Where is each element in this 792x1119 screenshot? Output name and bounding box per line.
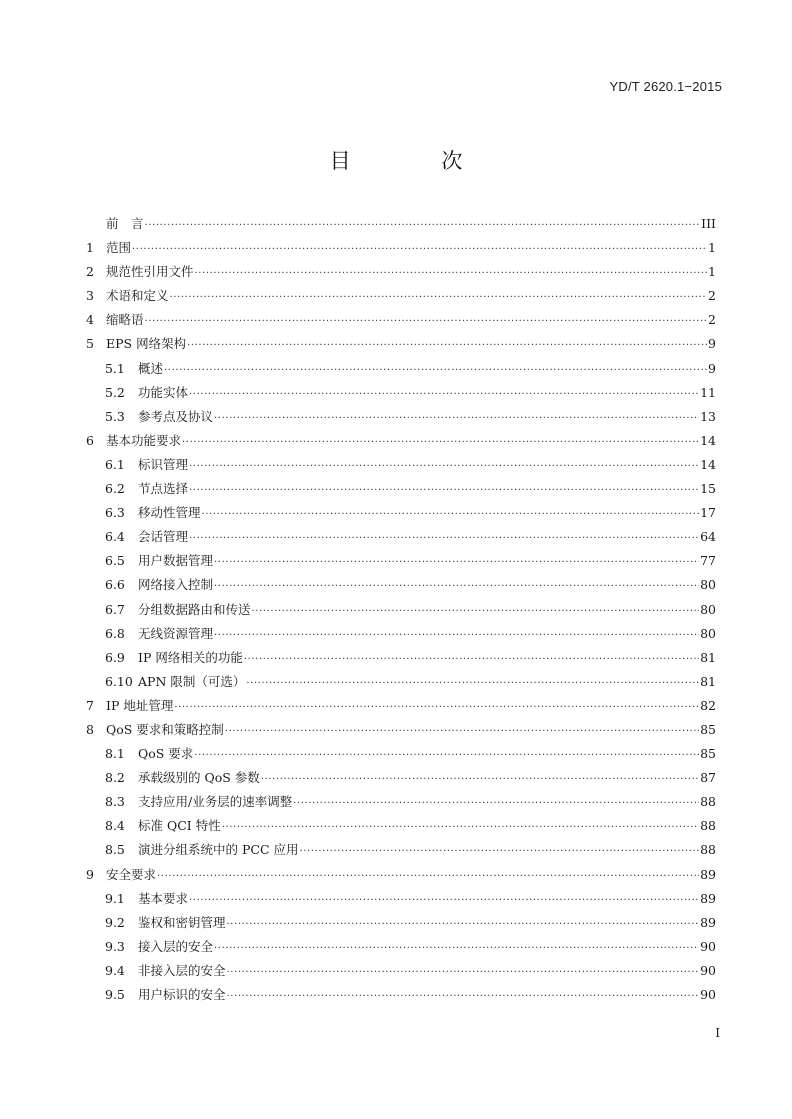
toc-entry[interactable]	[86, 959, 716, 983]
toc-entry-page: 85	[700, 721, 716, 737]
toc-entry-page: 80	[700, 577, 716, 593]
toc-entry-page: 90	[700, 938, 716, 954]
toc-entry[interactable]	[86, 405, 716, 429]
toc-dot-leader	[189, 527, 699, 551]
toc-entry[interactable]	[86, 284, 716, 308]
toc-entry-number: 6.7	[105, 601, 125, 617]
toc-entry-number: 1	[86, 240, 94, 256]
toc-entry-label: IP 地址管理	[106, 697, 174, 713]
toc-entry-label: 鉴权和密钥管理	[138, 914, 226, 930]
toc-entry-page: 14	[700, 432, 716, 448]
toc-entry-number: 2	[86, 264, 94, 280]
toc-entry-page: 80	[700, 625, 716, 641]
toc-dot-leader	[170, 286, 708, 310]
toc-entry[interactable]	[86, 718, 716, 742]
toc-entry-number: 5.1	[105, 360, 125, 376]
toc-entry[interactable]	[86, 790, 716, 814]
toc-entry-label: 承载级别的 QoS 参数	[138, 770, 260, 786]
toc-entry-label: 参考点及协议	[138, 408, 214, 424]
toc-entry-label: APN 限制（可选）	[138, 673, 246, 689]
toc-entry-label: 无线资源管理	[138, 625, 214, 641]
toc-entry[interactable]	[86, 501, 716, 525]
toc-entry[interactable]	[86, 381, 716, 405]
toc-entry[interactable]	[86, 598, 716, 622]
toc-dot-leader	[261, 768, 699, 792]
toc-entry-label: 网络接入控制	[138, 577, 214, 593]
toc-entry[interactable]	[86, 622, 716, 646]
toc-dot-leader	[189, 889, 699, 913]
toc-entry-label: 前 言	[106, 216, 144, 231]
toc-dot-leader	[189, 455, 699, 479]
toc-entry[interactable]	[86, 814, 716, 838]
toc-entry-page: 81	[700, 649, 716, 665]
toc-dot-leader	[244, 648, 699, 672]
toc-entry[interactable]	[86, 766, 716, 790]
toc-dot-leader	[300, 840, 700, 864]
toc-entry-page: 80	[700, 601, 716, 617]
toc-entry[interactable]	[86, 911, 716, 935]
toc-dot-leader	[187, 334, 707, 358]
toc-entry-number: 4	[86, 312, 94, 328]
toc-entry[interactable]	[86, 573, 716, 597]
toc-entry-number: 9.2	[105, 914, 125, 930]
toc-entry-number: 8.3	[105, 794, 125, 810]
toc-entry-label: 标识管理	[138, 456, 189, 472]
toc-entry-page: 90	[700, 987, 716, 1002]
toc-entry-label: IP 网络相关的功能	[138, 649, 243, 665]
toc-entry[interactable]	[86, 887, 716, 911]
toc-dot-leader	[194, 744, 699, 768]
toc-entry-number: 6.3	[105, 505, 125, 521]
toc-entry-number: 8.1	[105, 746, 125, 762]
toc-entry[interactable]	[86, 935, 716, 959]
toc-entry-number: 6.1	[105, 456, 125, 472]
toc-entry-label: 接入层的安全	[138, 938, 214, 954]
toc-dot-leader	[195, 262, 708, 286]
toc-entry-label: QoS 要求和策略控制	[106, 721, 224, 737]
toc-dot-leader	[132, 238, 707, 262]
toc-entry-page: 88	[700, 818, 716, 834]
toc-entry-label: 缩略语	[106, 312, 144, 328]
toc-dot-leader	[145, 310, 708, 334]
toc-entry-number: 5.2	[105, 384, 125, 400]
toc-entry[interactable]	[86, 308, 716, 332]
toc-dot-leader	[252, 600, 700, 624]
toc-entry[interactable]	[86, 453, 716, 477]
toc-entry-page: 81	[700, 673, 716, 689]
toc-dot-leader	[214, 624, 699, 648]
toc-entry-page: 14	[700, 456, 716, 472]
toc-dot-leader	[157, 865, 699, 889]
toc-entry-page: 82	[700, 697, 716, 713]
toc-entry[interactable]	[86, 694, 716, 718]
toc-entry[interactable]	[86, 863, 716, 887]
toc-entry-label: 规范性引用文件	[106, 264, 194, 280]
toc-entry-label: 用户标识的安全	[138, 987, 226, 1002]
toc-entry-page: 88	[700, 794, 716, 810]
page-number: I	[715, 1026, 720, 1040]
toc-entry-page: 89	[700, 890, 716, 906]
toc-entry-label: QoS 要求	[138, 746, 194, 762]
toc-entry[interactable]	[86, 670, 716, 694]
toc-entry-number: 6	[86, 432, 94, 448]
toc-entry-number: 6.8	[105, 625, 125, 641]
toc-dot-leader	[227, 913, 700, 937]
toc-entry-number: 6.10	[105, 673, 133, 689]
toc-dot-leader	[246, 672, 699, 696]
toc-entry-label: 基本功能要求	[106, 432, 182, 448]
toc-entry[interactable]	[86, 429, 716, 453]
toc-entry-label: 会话管理	[138, 529, 189, 545]
toc-entry-page: III	[701, 216, 716, 231]
toc-entry-page: 9	[708, 336, 716, 352]
toc-entry[interactable]	[86, 212, 716, 236]
toc-entry-page: 9	[708, 360, 716, 376]
toc-entry[interactable]	[86, 983, 716, 1007]
toc-entry-label: 安全要求	[106, 866, 157, 882]
toc-dot-leader	[145, 214, 701, 238]
toc-entry-number: 6.2	[105, 481, 125, 497]
toc-entry-page: 2	[708, 288, 716, 304]
toc-entry-number: 9	[86, 866, 94, 882]
toc-entry-number: 7	[86, 697, 94, 713]
toc-dot-leader	[214, 575, 699, 599]
toc-entry-number: 8.4	[105, 818, 125, 834]
toc-entry-page: 2	[708, 312, 716, 328]
toc-entry[interactable]	[86, 357, 716, 381]
toc-entry-page: 13	[700, 408, 716, 424]
toc-entry-number: 5.3	[105, 408, 125, 424]
toc-entry-label: 术语和定义	[106, 288, 169, 304]
toc-entry-page: 90	[700, 962, 716, 978]
toc-dot-leader	[182, 431, 699, 455]
toc-entry-page: 1	[708, 264, 716, 280]
toc-entry-number: 8.2	[105, 770, 125, 786]
toc-entry-number: 6.6	[105, 577, 125, 593]
document-code: YD/T 2620.1−2015	[609, 79, 722, 94]
toc-entry-page: 87	[700, 770, 716, 786]
toc-dot-leader	[214, 551, 699, 575]
toc-dot-leader	[225, 720, 699, 744]
toc-entry-label: 功能实体	[138, 384, 189, 400]
toc-entry[interactable]	[86, 838, 716, 862]
toc-entry-page: 15	[700, 481, 716, 497]
toc-entry-number: 9.3	[105, 938, 125, 954]
toc-dot-leader	[227, 961, 700, 985]
toc-entry-label: EPS 网络架构	[106, 336, 187, 352]
toc-entry-label: 用户数据管理	[138, 553, 214, 569]
toc-dot-leader	[174, 696, 699, 720]
toc-entry-number: 9.4	[105, 962, 125, 978]
toc-entry[interactable]	[86, 742, 716, 766]
toc-entry-label: 范围	[106, 240, 132, 256]
toc-entry-label: 分组数据路由和传送	[138, 601, 251, 617]
toc-entry-number: 9.5	[105, 987, 125, 1002]
toc-entry[interactable]	[86, 236, 716, 260]
toc-dot-leader	[164, 359, 707, 383]
toc-entry[interactable]	[86, 260, 716, 284]
toc-entry-page: 64	[700, 529, 716, 545]
toc-entry-label: 概述	[138, 360, 164, 376]
toc-entry-label: 移动性管理	[138, 505, 201, 521]
toc-dot-leader	[214, 407, 699, 431]
toc-entry-number: 9.1	[105, 890, 125, 906]
toc-dot-leader	[293, 792, 699, 816]
toc-dot-leader	[189, 479, 699, 503]
toc-entry-number: 6.4	[105, 529, 125, 545]
toc-entry-page: 89	[700, 866, 716, 882]
toc-entry-label: 标准 QCI 特性	[138, 818, 221, 834]
toc-entry-page: 11	[700, 384, 716, 400]
table-of-contents	[86, 212, 716, 1007]
toc-entry[interactable]	[86, 525, 716, 549]
toc-entry-label: 节点选择	[138, 481, 189, 497]
toc-entry-page: 77	[700, 553, 716, 569]
toc-entry[interactable]	[86, 477, 716, 501]
toc-entry-page: 85	[700, 746, 716, 762]
toc-entry-page: 89	[700, 914, 716, 930]
toc-entry[interactable]	[86, 332, 716, 356]
toc-entry-number: 8.5	[105, 842, 125, 858]
toc-entry-page: 1	[708, 240, 716, 256]
toc-dot-leader	[227, 985, 700, 1009]
toc-entry-label: 支持应用/业务层的速率调整	[138, 794, 293, 810]
toc-dot-leader	[214, 937, 699, 961]
toc-entry-page: 17	[700, 505, 716, 521]
toc-dot-leader	[189, 383, 699, 407]
toc-dot-leader	[202, 503, 700, 527]
toc-entry-label: 非接入层的安全	[138, 962, 226, 978]
toc-entry-number: 8	[86, 721, 94, 737]
page-title: 目 次	[329, 149, 505, 173]
toc-entry[interactable]	[86, 549, 716, 573]
toc-entry[interactable]	[86, 646, 716, 670]
toc-entry-label: 演进分组系统中的 PCC 应用	[138, 842, 299, 858]
toc-entry-number: 6.9	[105, 649, 125, 665]
toc-entry-number: 5	[86, 336, 94, 352]
toc-entry-page: 88	[700, 842, 716, 858]
toc-entry-label: 基本要求	[138, 890, 189, 906]
toc-dot-leader	[222, 816, 699, 840]
toc-entry-number: 6.5	[105, 553, 125, 569]
toc-entry-number: 3	[86, 288, 94, 304]
